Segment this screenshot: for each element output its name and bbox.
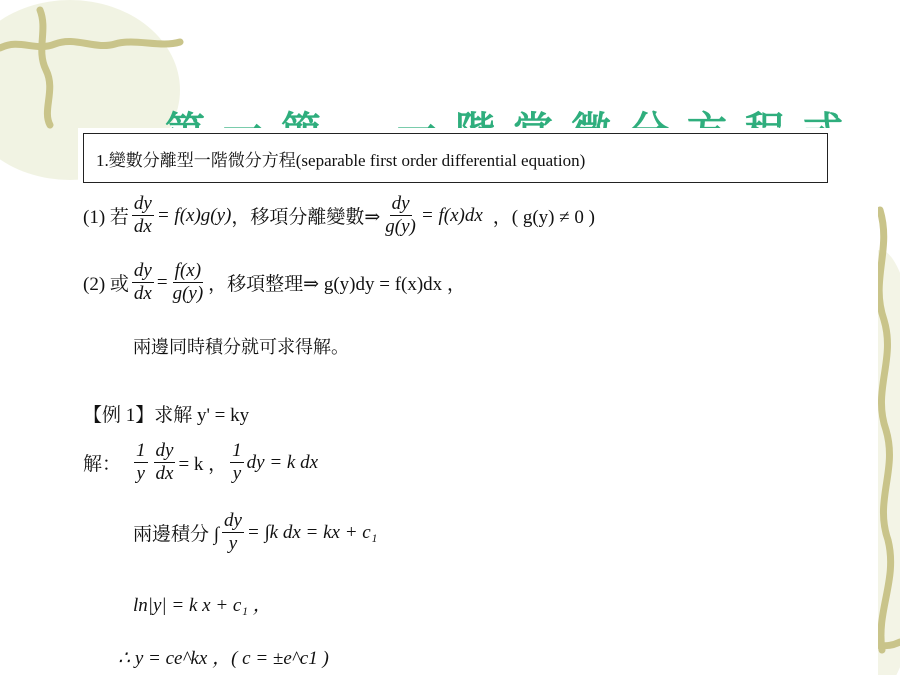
- item-2-equals: =: [156, 271, 168, 293]
- item-1-fraction-dyg: [383, 193, 418, 239]
- item-2-fraction-dydx: [132, 260, 154, 306]
- fraction-numerator: dy: [155, 440, 174, 461]
- item-1-line: [83, 193, 595, 239]
- fraction-denominator: y: [232, 462, 242, 484]
- fraction-numerator: 1: [232, 440, 242, 461]
- fraction-denominator: g(y): [172, 282, 204, 304]
- item-1-rhs: = f(x)dx: [420, 204, 483, 226]
- fraction-numerator: dy: [133, 193, 152, 214]
- integrate-prefix: 兩邊積分 ∫: [133, 524, 219, 546]
- fraction-one-over-y: [134, 440, 148, 486]
- fraction-numerator: dy: [223, 510, 242, 531]
- solution-prefix: 解：: [83, 454, 122, 476]
- item-1-middle-text: ，移項分離變數⇒: [231, 207, 381, 229]
- item-1-equation: = f(x)g(y): [156, 204, 232, 226]
- integrate-line: [133, 510, 377, 556]
- fraction-denominator: dx: [133, 215, 152, 237]
- fraction-denominator: dx: [133, 282, 152, 304]
- solution-line: [83, 440, 318, 486]
- ln-line: ln|y| = k x + c₁ ，: [133, 595, 272, 616]
- fraction-denominator: dx: [155, 462, 174, 484]
- fraction-one-over-y-2: [230, 440, 244, 486]
- integrate-result: = ∫k dx = kx + c₁: [246, 521, 378, 543]
- separated-equation: dy = k dx: [246, 451, 319, 473]
- item-2-prefix: (2) 或: [83, 274, 129, 296]
- fraction-denominator: g(y): [385, 215, 416, 237]
- item-1-fraction-dydx: [132, 193, 154, 239]
- item-2-fraction-fg: [171, 260, 206, 306]
- fraction-numerator: 1: [136, 440, 146, 461]
- fraction-numerator: dy: [391, 193, 410, 214]
- item-2-line: [83, 260, 466, 306]
- fraction-numerator: dy: [133, 260, 152, 281]
- final-solution-line: ∴ y = ce^kx ，( c = ±e^c1 ): [118, 648, 329, 669]
- fraction-denominator: y: [228, 532, 238, 554]
- fraction-denominator: y: [136, 462, 145, 484]
- fraction-numerator: f(x): [174, 260, 202, 281]
- fraction-dydx: [154, 440, 176, 486]
- item-2-note: 兩邊同時積分就可求得解。: [133, 337, 349, 357]
- equals-k: = k ，: [178, 454, 228, 476]
- section-heading-box: 1.變數分離型一階微分方程(separable first order differential equation): [83, 133, 828, 183]
- content-panel: [78, 128, 878, 675]
- item-2-middle-text: ，移項整理⇒ g(y)dy = f(x)dx ，: [208, 274, 466, 296]
- item-1-condition: ，( g(y) ≠ 0 ): [492, 207, 596, 229]
- example-label: 【例 1】求解 y' = ky: [83, 405, 250, 426]
- item-1-prefix: (1) 若: [83, 207, 129, 229]
- fraction-dy-over-y: [222, 510, 244, 556]
